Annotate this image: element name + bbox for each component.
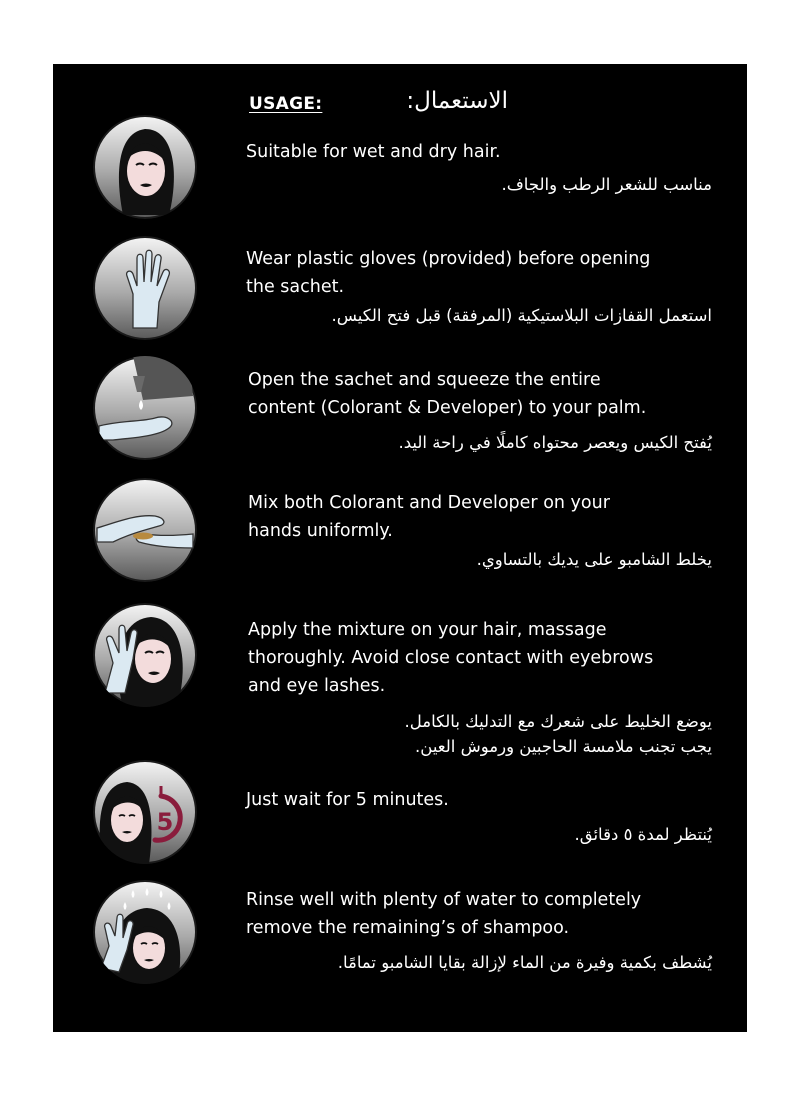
usage-title-ar: الاستعمال: — [406, 88, 508, 114]
timer-number: 5 — [156, 808, 174, 836]
step-3-text-en: Open the sachet and squeeze the entire content (Colorant & Developer) to your palm. — [248, 370, 647, 418]
step-4-text-en: Mix both Colorant and Developer on your hands uniformly. — [248, 493, 610, 541]
step-5-text-en: Apply the mixture on your hair, massage thoroughly. Avoid close contact with eyebrows and eye lashes. — [248, 620, 654, 696]
timer-5-minutes-icon — [93, 760, 197, 864]
step-7-text-en: Rinse well with plenty of water to completely remove the remaining’s of shampoo. — [246, 890, 642, 938]
squeeze-sachet-icon — [93, 356, 197, 460]
mix-hands-icon — [93, 478, 197, 582]
woman-face-icon — [93, 115, 197, 219]
step-2-text-en: Wear plastic gloves (provided) before opening the sachet. — [246, 249, 651, 297]
step-3-text-ar: يُفتح الكيس ويعصر محتواه كاملًا في راحة اليد. — [398, 433, 712, 452]
step-6-text-en: Just wait for 5 minutes. — [246, 790, 449, 810]
gloved-hand-icon — [93, 236, 197, 340]
step-7-text-ar: يُشطف بكمية وفيرة من الماء لإزالة بقايا الشامبو تمامًا. — [337, 953, 712, 972]
step-2-text-ar: استعمل القفازات البلاستيكية (المرفقة) قبل فتح الكيس. — [331, 306, 712, 325]
apply-hair-icon — [93, 603, 197, 707]
step-1-text-en: Suitable for wet and dry hair. — [246, 142, 501, 162]
step-5-text-ar: يوضع الخليط على شعرك مع التدليك بالكامل. يجب تجنب ملامسة الحاجبين ورموش العين. — [404, 712, 712, 756]
usage-title-en: USAGE: — [249, 94, 323, 114]
rinse-water-icon — [93, 880, 197, 984]
step-6-text-ar: يُنتظر لمدة ٥ دقائق. — [574, 825, 712, 844]
step-4-text-ar: يخلط الشامبو على يديك بالتساوي. — [476, 550, 712, 569]
step-1-text-ar: مناسب للشعر الرطب والجاف. — [501, 175, 712, 194]
